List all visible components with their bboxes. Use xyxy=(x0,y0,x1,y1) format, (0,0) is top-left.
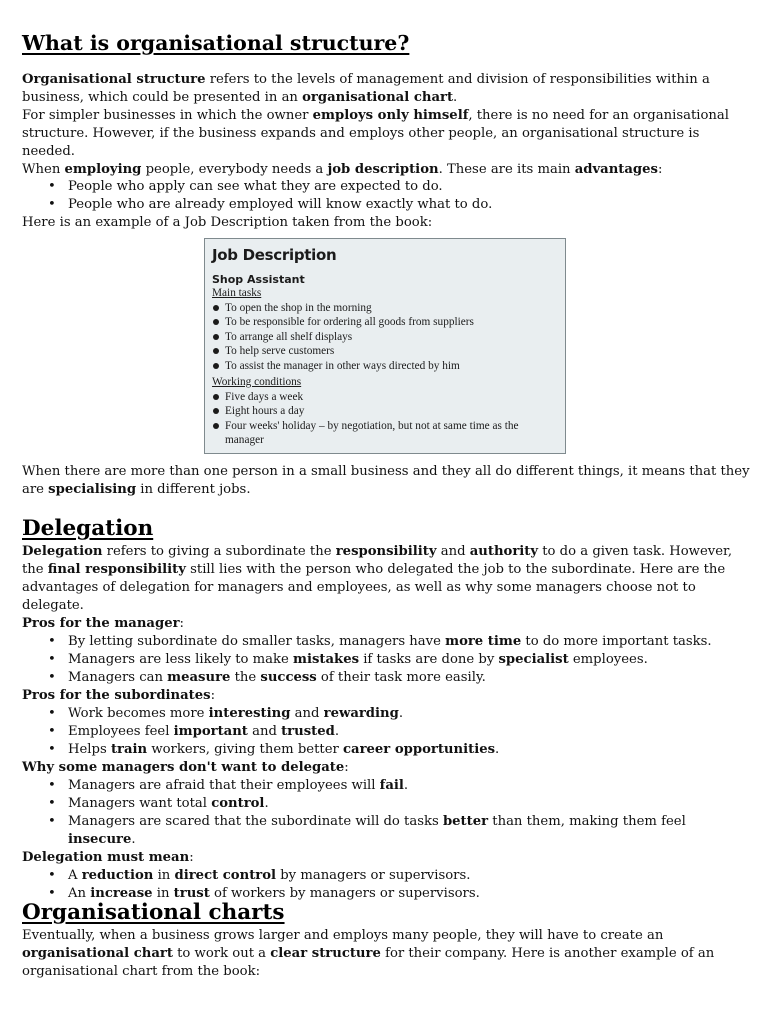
list-item: • Managers are afraid that their employees will fail. xyxy=(22,777,752,795)
why-not-delegate-label: Why some managers don't want to delegate: xyxy=(22,760,349,775)
list-item: To be responsible for ordering all goods from suppliers xyxy=(205,315,560,330)
working-conditions-label: Working conditions xyxy=(212,376,302,388)
must-mean-list xyxy=(22,867,752,903)
pros-manager-list xyxy=(22,633,752,687)
pros-manager-label: Pros for the manager: xyxy=(22,616,184,631)
list-item: • Helps train workers, giving them better career opportunities. xyxy=(22,741,752,759)
intro-paragraph-3: When employing people, everybody needs a job description. These are its main advantages: xyxy=(22,162,663,177)
example-intro-line: Here is an example of a Job Description taken from the book: xyxy=(22,215,433,230)
advantages-section xyxy=(22,178,752,232)
heading-organisational-charts: Organisational charts xyxy=(22,900,285,925)
list-item: • Work becomes more interesting and rewarding. xyxy=(22,705,752,723)
list-item: • By letting subordinate do smaller tasks, managers have more time to do more important tasks. xyxy=(22,633,752,651)
list-item: • Managers can measure the success of their task more easily. xyxy=(22,669,752,687)
intro-section xyxy=(22,71,752,179)
job-description-title: Job Description xyxy=(212,246,337,264)
list-item: • Managers are scared that the subordinate will do tasks better than them, making them feel insecure. xyxy=(22,813,752,849)
heading-delegation: Delegation xyxy=(22,516,154,541)
intro-paragraph-2: For simpler businesses in which the owner employs only himself, there is no need for an organisational structure. However, if the business expands and employs other people, an organisational structure is needed. xyxy=(22,108,729,159)
list-item: To assist the manager in other ways directed by him xyxy=(205,359,560,374)
list-item: • A reduction in direct control by managers or supervisors. xyxy=(22,867,752,885)
list-item: • People who apply can see what they are expected to do. xyxy=(22,178,752,196)
list-item: Five days a week xyxy=(205,390,560,405)
list-item: Four weeks' holiday – by negotiation, but not at same time as the manager xyxy=(205,419,560,448)
pros-subordinates-list xyxy=(22,705,752,759)
list-item: • Managers are less likely to make mistakes if tasks are done by specialist employees. xyxy=(22,651,752,669)
main-tasks-label: Main tasks xyxy=(212,287,262,299)
list-item: • People who are already employed will know exactly what to do. xyxy=(22,196,752,214)
list-item: To help serve customers xyxy=(205,344,560,359)
list-item: • An increase in trust of workers by managers or supervisors. xyxy=(22,885,752,903)
pros-subordinates-label: Pros for the subordinates: xyxy=(22,688,216,703)
specialising-paragraph: When there are more than one person in a small business and they all do different things, it means that they are specialising in different jobs. xyxy=(22,464,750,497)
job-description-role: Shop Assistant xyxy=(212,273,305,286)
working-conditions-list xyxy=(205,390,560,448)
delegation-section xyxy=(22,543,752,903)
why-not-delegate-list xyxy=(22,777,752,849)
heading-organisational-structure: What is organisational structure? xyxy=(22,31,410,55)
list-item: To arrange all shelf displays xyxy=(205,330,560,345)
must-mean-label: Delegation must mean: xyxy=(22,850,194,865)
advantages-list xyxy=(22,178,752,214)
list-item: • Managers want total control. xyxy=(22,795,752,813)
intro-paragraph-1: Organisational structure refers to the levels of management and division of responsibilities within a business, which could be presented in an organisational chart. xyxy=(22,72,710,105)
main-tasks-list xyxy=(205,301,560,374)
org-charts-paragraph: Eventually, when a business grows larger and employs many people, they will have to create an organisational chart to work out a clear structure for their company. Here is another example of an organisational chart from the book: xyxy=(22,928,715,979)
job-description-image xyxy=(204,238,566,454)
delegation-paragraph: Delegation refers to giving a subordinate the responsibility and authority to do a given task. However, the final responsibility still lies with the person who delegated the job to the subordinate. Here are the advantages of delegation for managers and employees, as well as why some managers choose not to delegate. xyxy=(22,544,733,613)
list-item: • Employees feel important and trusted. xyxy=(22,723,752,741)
list-item: Eight hours a day xyxy=(205,404,560,419)
list-item: To open the shop in the morning xyxy=(205,301,560,316)
